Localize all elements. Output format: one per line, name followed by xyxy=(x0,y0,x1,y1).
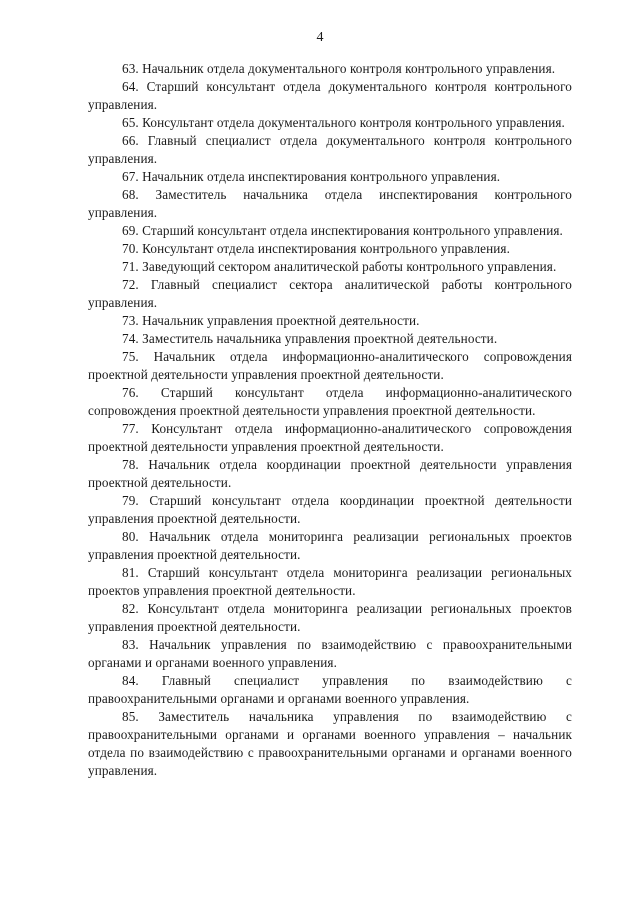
list-item: 80. Начальник отдела мониторинга реализации региональных проектов управления проектной деятельности. xyxy=(88,529,572,562)
list-item: 73. Начальник управления проектной деятельности. xyxy=(122,313,420,328)
list-item: 69. Старший консультант отдела инспектирования контрольного управления. xyxy=(122,223,563,238)
page-number: 4 xyxy=(316,30,324,45)
list-item: 74. Заместитель начальника управления проектной деятельности. xyxy=(122,331,498,346)
list-item: 79. Старший консультант отдела координации проектной деятельности управления проектной деятельности. xyxy=(88,493,572,526)
list-item: 77. Консультант отдела информационно-аналитического сопровождения проектной деятельности управления проектной деятельности. xyxy=(88,421,572,454)
list-item: 64. Старший консультант отдела документального контроля контрольного управления. xyxy=(88,79,572,112)
list-item: 66. Главный специалист отдела документального контроля контрольного управления. xyxy=(88,133,572,166)
list-item: 72. Главный специалист сектора аналитической работы контрольного управления. xyxy=(88,277,572,310)
list-item: 68. Заместитель начальника отдела инспектирования контрольного управления. xyxy=(88,187,572,220)
list-item: 71. Заведующий сектором аналитической работы контрольного управления. xyxy=(122,259,557,274)
list-item: 70. Консультант отдела инспектирования контрольного управления. xyxy=(122,241,510,256)
list-item: 63. Начальник отдела документального контроля контрольного управления. xyxy=(122,61,556,76)
list-item: 81. Старший консультант отдела мониторинга реализации региональных проектов управления проектной деятельности. xyxy=(88,565,572,598)
list-item: 67. Начальник отдела инспектирования контрольного управления. xyxy=(122,169,501,184)
list-item: 78. Начальник отдела координации проектной деятельности управления проектной деятельности. xyxy=(88,457,572,490)
list-item: 75. Начальник отдела информационно-аналитического сопровождения проектной деятельности управления проектной деятельности. xyxy=(88,349,572,382)
list-item: 83. Начальник управления по взаимодействию с правоохранительными органами и органами военного управления. xyxy=(88,637,572,670)
list-item: 76. Старший консультант отдела информационно-аналитического сопровождения проектной деятельности управления проектной деятельности. xyxy=(88,385,572,418)
list-item: 85. Заместитель начальника управления по взаимодействию с правоохранительными органами и органами военного управления – начальник отдела по взаимодействию с правоохранительными органами и органами военного управления. xyxy=(88,709,572,778)
document-body xyxy=(88,60,572,780)
list-item: 65. Консультант отдела документального контроля контрольного управления. xyxy=(122,115,565,130)
list-item: 82. Консультант отдела мониторинга реализации региональных проектов управления проектной деятельности. xyxy=(88,601,572,634)
list-item: 84. Главный специалист управления по взаимодействию с правоохранительными органами и органами военного управления. xyxy=(88,673,572,706)
